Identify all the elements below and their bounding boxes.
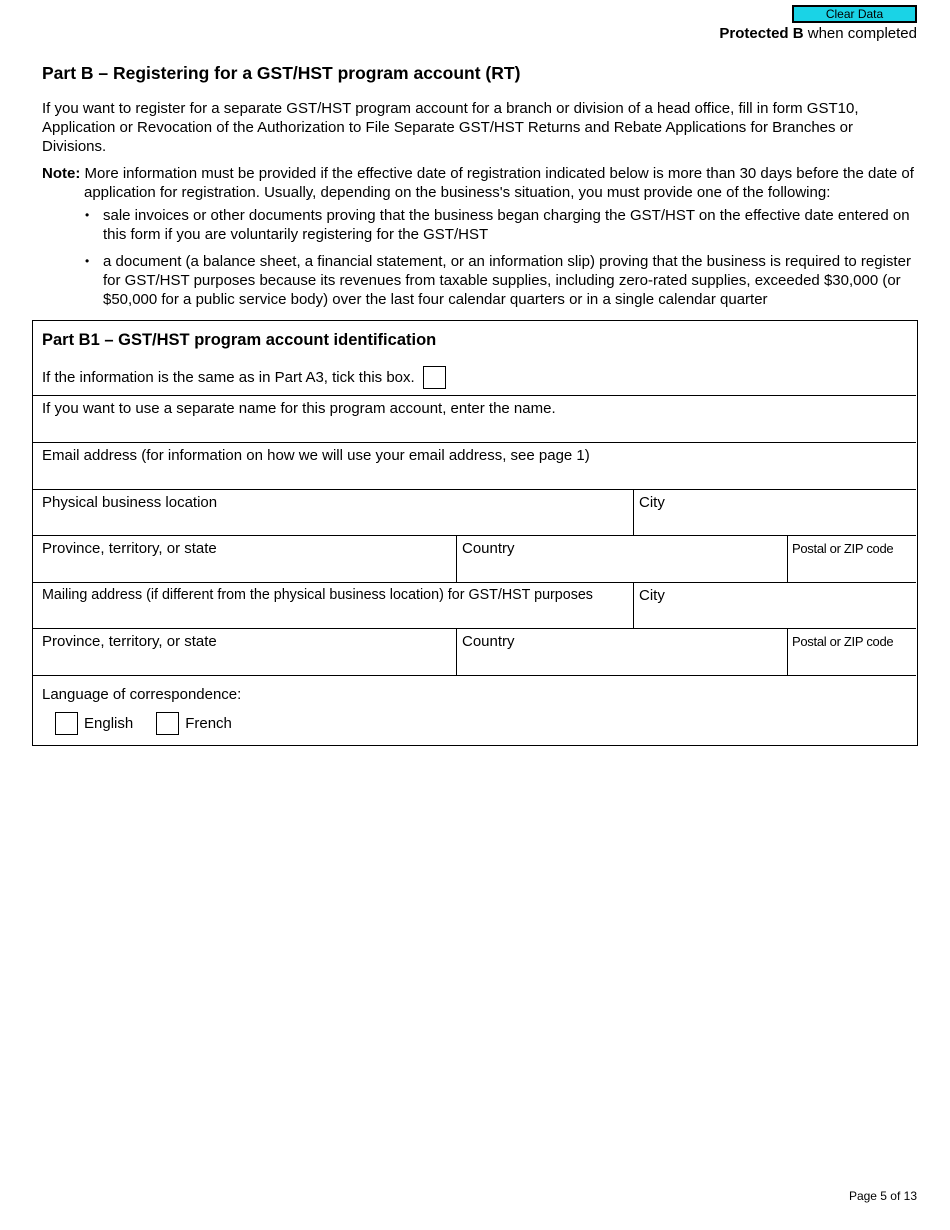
mailing-country-label: Country: [462, 633, 515, 650]
same-as-a3-checkbox[interactable]: [423, 366, 446, 389]
separate-name-cell[interactable]: [33, 396, 916, 442]
email-row: [33, 443, 916, 490]
mailing-region-row: [33, 629, 916, 676]
postal-code-label: Postal or ZIP code: [792, 541, 894, 556]
b1-header-row: [33, 321, 916, 396]
clear-data-button[interactable]: Clear Data: [792, 5, 917, 23]
same-as-a3-label: If the information is the same as in Part A3, tick this box.: [42, 369, 415, 386]
separate-name-label: If you want to use a separate name for this program account, enter the name.: [42, 400, 556, 417]
mailing-province-field[interactable]: [33, 629, 457, 675]
part-b-note: [42, 164, 917, 202]
mailing-address-field[interactable]: [33, 583, 634, 628]
language-options: [55, 712, 255, 735]
country-field[interactable]: [457, 536, 788, 582]
protected-b-suffix: when completed: [803, 25, 917, 42]
province-label: Province, territory, or state: [42, 540, 217, 557]
mailing-postal-code-field[interactable]: [788, 629, 916, 675]
mailing-city-field[interactable]: [634, 583, 916, 628]
separate-name-row: [33, 396, 916, 443]
country-label: Country: [462, 540, 515, 557]
protected-b-label: Protected B: [719, 25, 804, 42]
part-b1-form: [32, 320, 918, 746]
physical-location-field[interactable]: [33, 490, 634, 535]
email-label: Email address (for information on how we will use your email address, see page 1): [42, 447, 590, 464]
city-field[interactable]: [634, 490, 916, 535]
physical-location-label: Physical business location: [42, 494, 218, 511]
part-b-intro: If you want to register for a separate GST/HST program account for a branch or division of a head office, fill in form GST10, Application or Revocation of the Authorization to File Separate GST/HST Returns and Rebate Applications for Branches or Divisions.: [42, 100, 859, 155]
city-label: City: [639, 494, 665, 511]
note-label: Note:: [42, 165, 81, 182]
french-checkbox[interactable]: [156, 712, 179, 735]
french-option[interactable]: [156, 712, 232, 735]
list-item: • sale invoices or other documents proving that the business began charging the GST/HST on the effective date entered on this form if you are voluntarily registering for the GST/HST: [85, 206, 918, 244]
english-label: English: [84, 715, 134, 732]
mailing-city-label: City: [639, 587, 665, 604]
list-item: • a document (a balance sheet, a financial statement, or an information slip) proving that the business is required to register for GST/HST purposes because its revenues from taxable supplies, including zero-rated supplies, exceeded $30,000 (or $50,000 for a public service body) over the last four calendar quarters or in a single calendar quarter: [85, 252, 918, 309]
mailing-province-label: Province, territory, or state: [42, 633, 217, 650]
province-field[interactable]: [33, 536, 457, 582]
note-text: More information must be provided if the effective date of registration indicated below is more than 30 days before the date of application for registration. Usually, depending on the business's situation, you must provide one of the following:: [80, 165, 914, 201]
mailing-country-field[interactable]: [457, 629, 788, 675]
same-as-a3-line: [42, 366, 446, 389]
english-checkbox[interactable]: [55, 712, 78, 735]
postal-code-field[interactable]: [788, 536, 916, 582]
physical-region-row: [33, 536, 916, 583]
page-number: Page 5 of 13: [848, 1189, 917, 1203]
part-b-title: Part B – Registering for a GST/HST program account (RT): [42, 63, 521, 83]
french-label: French: [185, 715, 232, 732]
protected-b-notice: [719, 25, 917, 42]
requirements-list: [85, 206, 918, 317]
part-b1-title: Part B1 – GST/HST program account identification: [42, 331, 437, 349]
mailing-address-row: [33, 583, 916, 629]
language-row: [33, 676, 916, 745]
email-field[interactable]: [33, 443, 916, 489]
physical-location-row: [33, 490, 916, 536]
language-label: Language of correspondence:: [42, 686, 242, 703]
mailing-address-label: Mailing address (if different from the physical business location) for GST/HST purposes: [42, 587, 593, 603]
mailing-postal-code-label: Postal or ZIP code: [792, 634, 894, 649]
english-option[interactable]: [55, 712, 133, 735]
